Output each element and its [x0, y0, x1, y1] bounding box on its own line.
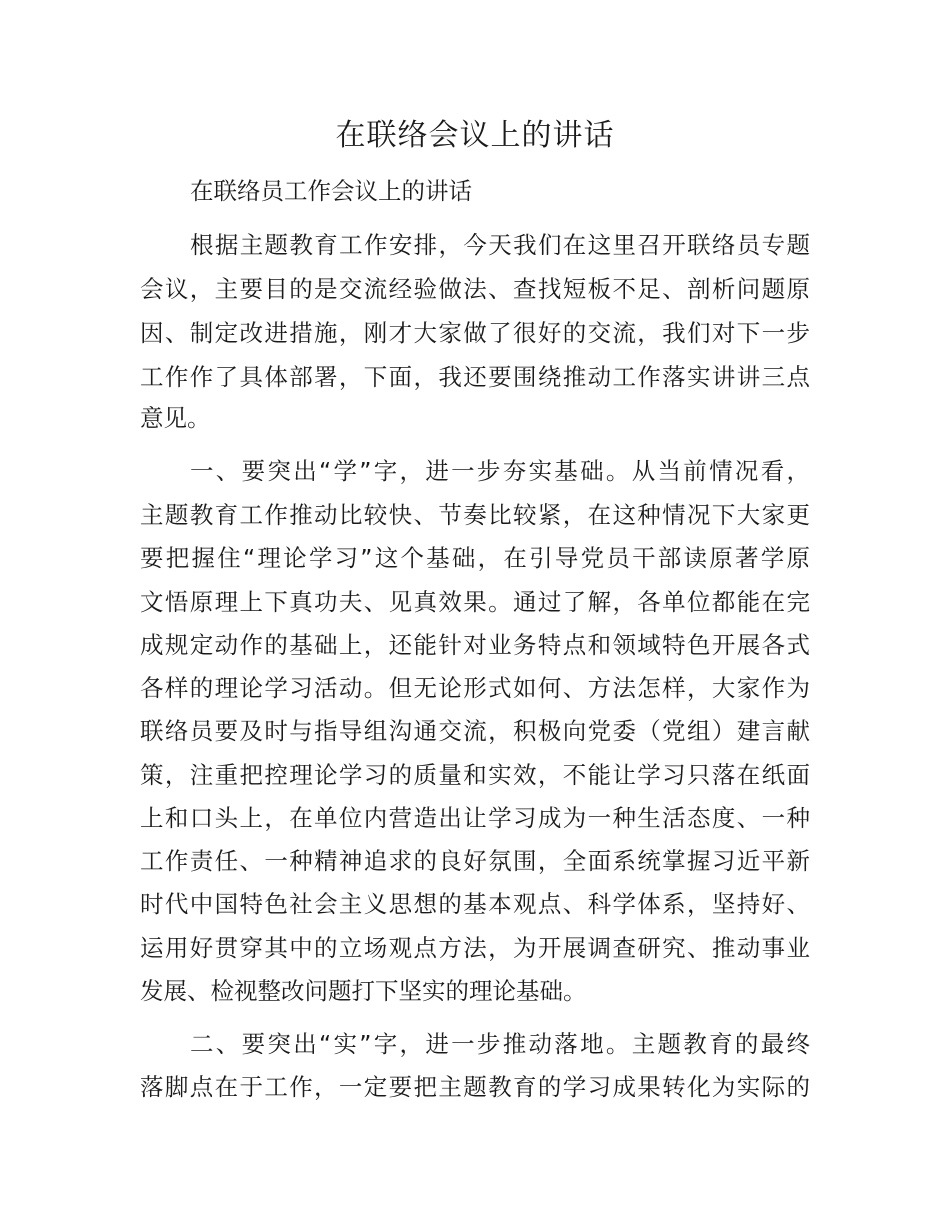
paragraph-line: 联络员要及时与指导组沟通交流，积极向党委（党组）建言献 [140, 717, 810, 745]
paragraph-line: 运用好贯穿其中的立场观点方法，为开展调查研究、推动事业 [140, 934, 810, 962]
paragraph-line: 工作作了具体部署，下面，我还要围绕推动工作落实讲讲三点 [140, 363, 810, 391]
paragraph-line: 因、制定改进措施，刚才大家做了很好的交流，我们对下一步 [140, 319, 810, 347]
paragraph-line: 主题教育工作推动比较快、节奏比较紧，在这种情况下大家更 [140, 501, 810, 529]
paragraph-line: 根据主题教育工作安排，今天我们在这里召开联络员专题 [190, 231, 810, 259]
paragraph-line: 一、要突出“学”字，进一步夯实基础。从当前情况看， [190, 457, 810, 485]
paragraph-line: 策，注重把控理论学习的质量和实效，不能让学习只落在纸面 [140, 761, 810, 789]
paragraph-line: 要把握住“理论学习”这个基础，在引导党员干部读原著学原 [140, 544, 810, 572]
document-title: 在联络会议上的讲话 [335, 118, 615, 153]
paragraph-line: 工作责任、一种精神追求的良好氛围，全面系统掌握习近平新 [140, 847, 810, 875]
paragraph-line: 成规定动作的基础上，还能针对业务特点和领域特色开展各式 [140, 631, 810, 659]
paragraph-line: 上和口头上，在单位内营造出让学习成为一种生活态度、一种 [140, 804, 810, 832]
paragraph-line: 各样的理论学习活动。但无论形式如何、方法怎样，大家作为 [140, 674, 810, 702]
paragraph-line: 落脚点在于工作，一定要把主题教育的学习成果转化为实际的 [140, 1073, 810, 1101]
paragraph-line: 发展、检视整改问题打下坚实的理论基础。 [140, 977, 587, 1005]
paragraph-line: 文悟原理上下真功夫、见真效果。通过了解，各单位都能在完 [140, 588, 810, 616]
paragraph-line: 时代中国特色社会主义思想的基本观点、科学体系，坚持好、 [140, 890, 810, 918]
paragraph-line: 意见。 [140, 404, 211, 432]
document-subtitle: 在联络员工作会议上的讲话 [190, 177, 472, 205]
paragraph-line: 会议，主要目的是交流经验做法、查找短板不足、剖析问题原 [140, 275, 810, 303]
paragraph-line: 二、要突出“实”字，进一步推动落地。主题教育的最终 [190, 1030, 810, 1058]
